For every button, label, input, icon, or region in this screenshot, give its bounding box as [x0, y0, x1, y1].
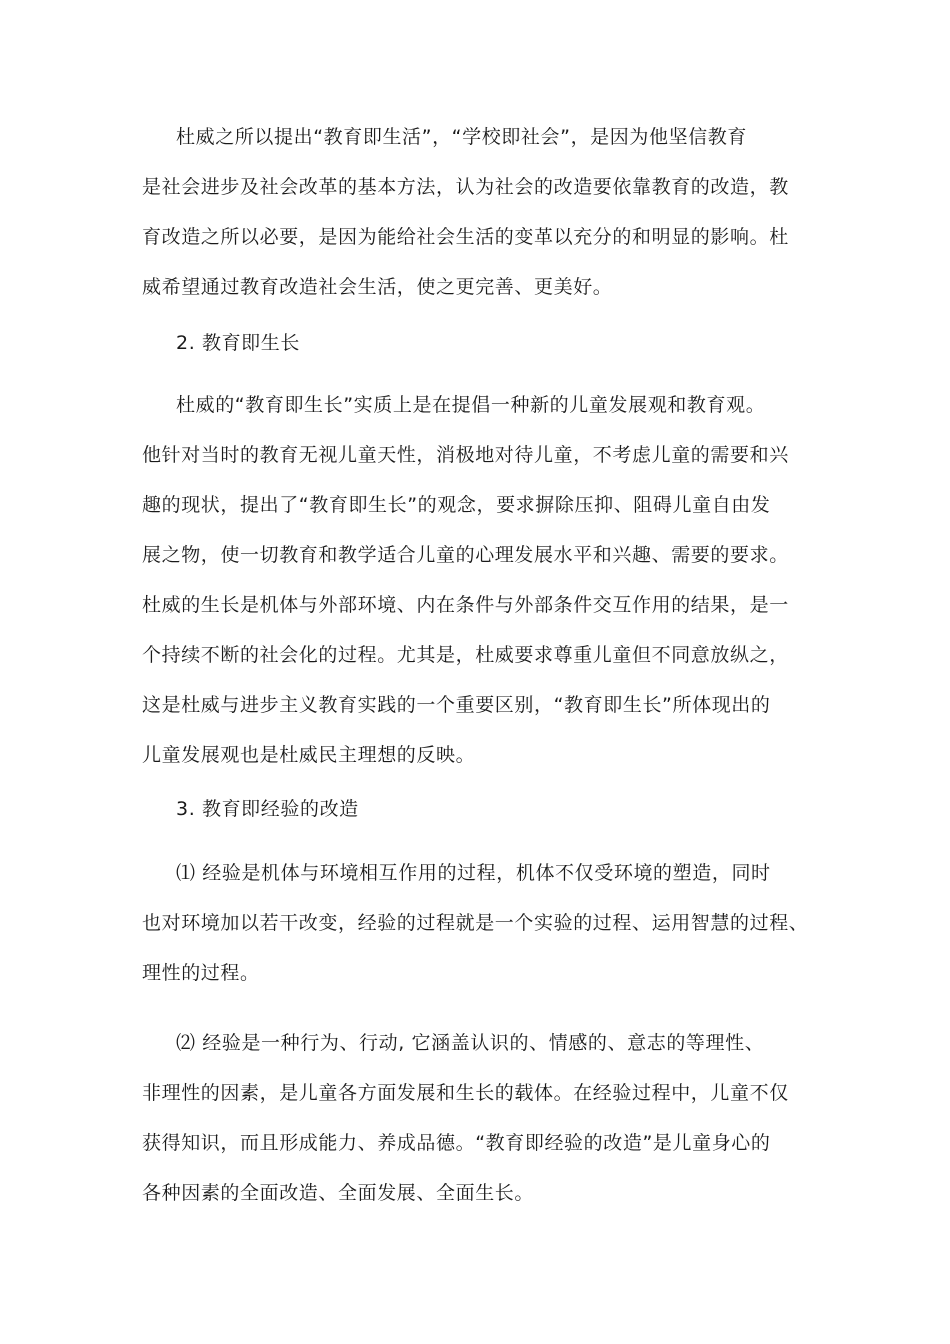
paragraph-4-line-2: 非理性的因素，是儿童各方面发展和生长的载体。在经验过程中，儿童不仅 — [142, 1082, 789, 1104]
section-heading-2: 2. 教育即生长 — [176, 332, 300, 354]
paragraph-1-line-3: 育改造之所以必要，是因为能给社会生活的变革以充分的和明显的影响。杜 — [142, 226, 789, 248]
paragraph-1-line-2: 是社会进步及社会改革的基本方法，认为社会的改造要依靠教育的改造，教 — [142, 176, 789, 198]
paragraph-2-line-2: 他针对当时的教育无视儿童天性，消极地对待儿童，不考虑儿童的需要和兴 — [142, 444, 789, 466]
paragraph-4-line-3: 获得知识，而且形成能力、养成品德。“教育即经验的改造”是儿童身心的 — [142, 1132, 771, 1154]
paragraph-4-line-1: ⑵ 经验是一种行为、行动, 它涵盖认识的、情感的、意志的等理性、 — [176, 1032, 765, 1054]
paragraph-2-line-7: 这是杜威与进步主义教育实践的一个重要区别，“教育即生长”所体现出的 — [142, 694, 771, 716]
paragraph-1-line-4: 威希望通过教育改造社会生活，使之更完善、更美好。 — [142, 276, 613, 298]
paragraph-2-line-5: 杜威的生长是机体与外部环境、内在条件与外部条件交互作用的结果，是一 — [142, 594, 789, 616]
paragraph-2-line-6: 个持续不断的社会化的过程。尤其是，杜威要求尊重儿童但不同意放纵之， — [142, 644, 789, 666]
paragraph-3-line-1: ⑴ 经验是机体与环境相互作用的过程，机体不仅受环境的塑造，同时 — [176, 862, 771, 884]
paragraph-4-line-4: 各种因素的全面改造、全面发展、全面生长。 — [142, 1182, 535, 1204]
paragraph-2-line-4: 展之物，使一切教育和教学适合儿童的心理发展水平和兴趣、需要的要求。 — [142, 544, 789, 566]
paragraph-3-line-2: 也对环境加以若干改变，经验的过程就是一个实验的过程、运用智慧的过程、 — [142, 912, 809, 934]
paragraph-2-line-1: 杜威的“教育即生长”实质上是在提倡一种新的儿童发展观和教育观。 — [176, 394, 766, 416]
paragraph-2-line-8: 儿童发展观也是杜威民主理想的反映。 — [142, 744, 476, 766]
paragraph-1-line-1: 杜威之所以提出“教育即生活”，“学校即社会”，是因为他坚信教育 — [176, 126, 747, 148]
section-heading-3: 3. 教育即经验的改造 — [176, 798, 359, 820]
paragraph-3-line-3: 理性的过程。 — [142, 962, 260, 984]
paragraph-2-line-3: 趣的现状，提出了“教育即生长”的观念，要求摒除压抑、阻碍儿童自由发 — [142, 494, 771, 516]
